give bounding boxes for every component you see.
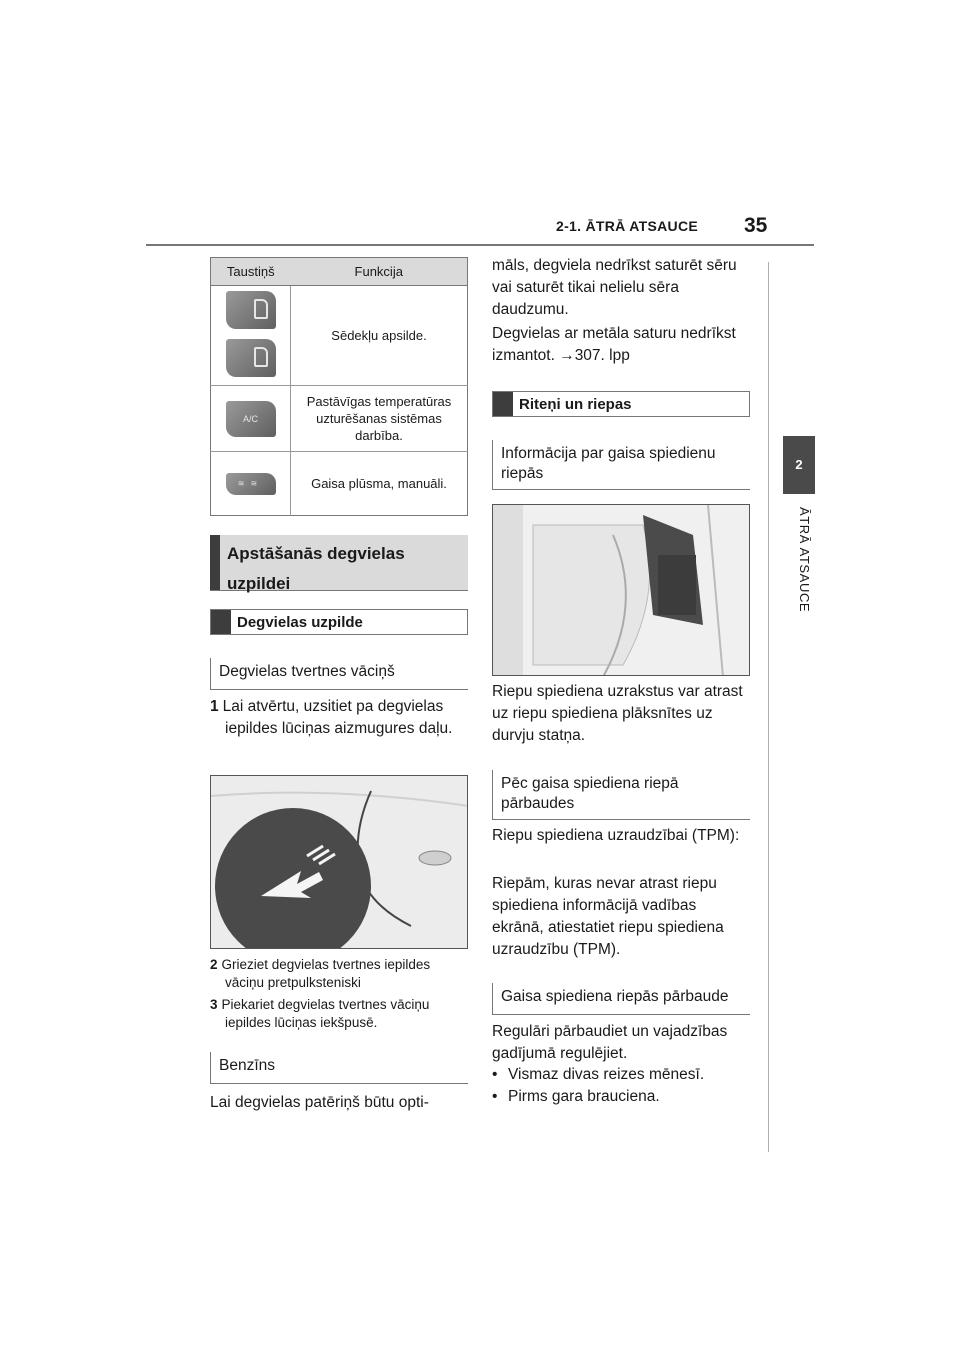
table-cell-function: Gaisa plūsma, manuāli. — [291, 452, 468, 516]
controls-table — [210, 257, 468, 516]
seat-heating-button-icon — [211, 286, 291, 386]
section-title-box — [210, 535, 468, 591]
petrol-subheading: Benzīns — [210, 1052, 468, 1084]
tpm-reset-text: Riepām, kuras nevar atrast riepu spiediena informācijā vadības ekrānā, atiestatiet riepu spiediena uzraudzību (TPM). — [492, 875, 724, 958]
chapter-tab[interactable]: 2 — [783, 436, 815, 494]
pressure-check-subheading: Gaisa spiediena riepās pārbaude — [492, 983, 750, 1015]
chapter-label: ĀTRĀ ATSAUCE — [797, 507, 812, 613]
page-number: 35 — [744, 214, 768, 237]
fuel-continued-text: māls, degviela nedrīkst saturēt sēru vai saturēt tikai nelielu sēra daudzumu. — [492, 257, 737, 318]
side-divider — [768, 262, 769, 1152]
list-item: • Vismaz divas reizes mēnesī. — [492, 1066, 705, 1083]
door-pillar-figure — [492, 504, 750, 676]
fuel-heading: Degvielas uzpilde — [237, 614, 363, 631]
table-cell-function: Pastāvīgas temperatūras uzturēšanas sistēmas darbība. — [291, 386, 468, 452]
tyre-info-text: Riepu spiediena uzrakstus var atrast uz riepu spiediena plāksnītes uz durvju statņa. — [492, 683, 743, 744]
header-rule — [146, 244, 814, 246]
pressure-check-text: Regulāri pārbaudiet un vajadzības gadījumā regulējiet. — [492, 1023, 728, 1062]
table-row — [211, 452, 468, 516]
table-row — [211, 386, 468, 452]
fuel-flap-figure — [210, 775, 468, 949]
fuel-heading-box — [210, 609, 468, 635]
wheels-heading-box — [492, 391, 750, 417]
tyre-info-subheading: Informācija par gaisa spiedienu riepās — [492, 440, 750, 490]
list-item: • Pirms gara brauciena. — [492, 1088, 660, 1105]
step-1: 1 Lai atvērtu, uzsitiet pa degvielas iepildes lūciņas aizmugures daļu. — [210, 698, 453, 737]
petrol-text: Lai degvielas patēriņš būtu opti- — [210, 1094, 429, 1111]
tpm-text: Riepu spiediena uzraudzībai (TPM): — [492, 827, 740, 844]
table-row — [211, 286, 468, 386]
after-check-subheading: Pēc gaisa spiediena riepā pārbaudes — [492, 770, 750, 820]
step-3: 3 Piekariet degvielas tvertnes vāciņu iepildes lūciņas iekšpusē. — [210, 997, 430, 1030]
table-header-key: Taustiņš — [211, 258, 291, 286]
fuel-cap-subheading: Degvielas tvertnes vāciņš — [210, 658, 468, 690]
ac-button-icon: A/C — [211, 386, 291, 452]
table-header-function: Funkcija — [291, 258, 468, 286]
wheels-heading: Riteņi un riepas — [519, 396, 632, 413]
section-header: 2-1. ĀTRĀ ATSAUCE — [556, 218, 698, 234]
section-title: Apstāšanās degvielas uzpildei — [227, 544, 405, 593]
airflow-button-icon: ≋≋ — [211, 452, 291, 516]
table-cell-function: Sēdekļu apsilde. — [291, 286, 468, 386]
step-2: 2 Grieziet degvielas tvertnes iepildes vāciņu pretpulksteniski — [210, 957, 431, 990]
metal-fuel-text: Degvielas ar metāla saturu nedrīkst izmantot. →307. lpp — [492, 325, 736, 364]
